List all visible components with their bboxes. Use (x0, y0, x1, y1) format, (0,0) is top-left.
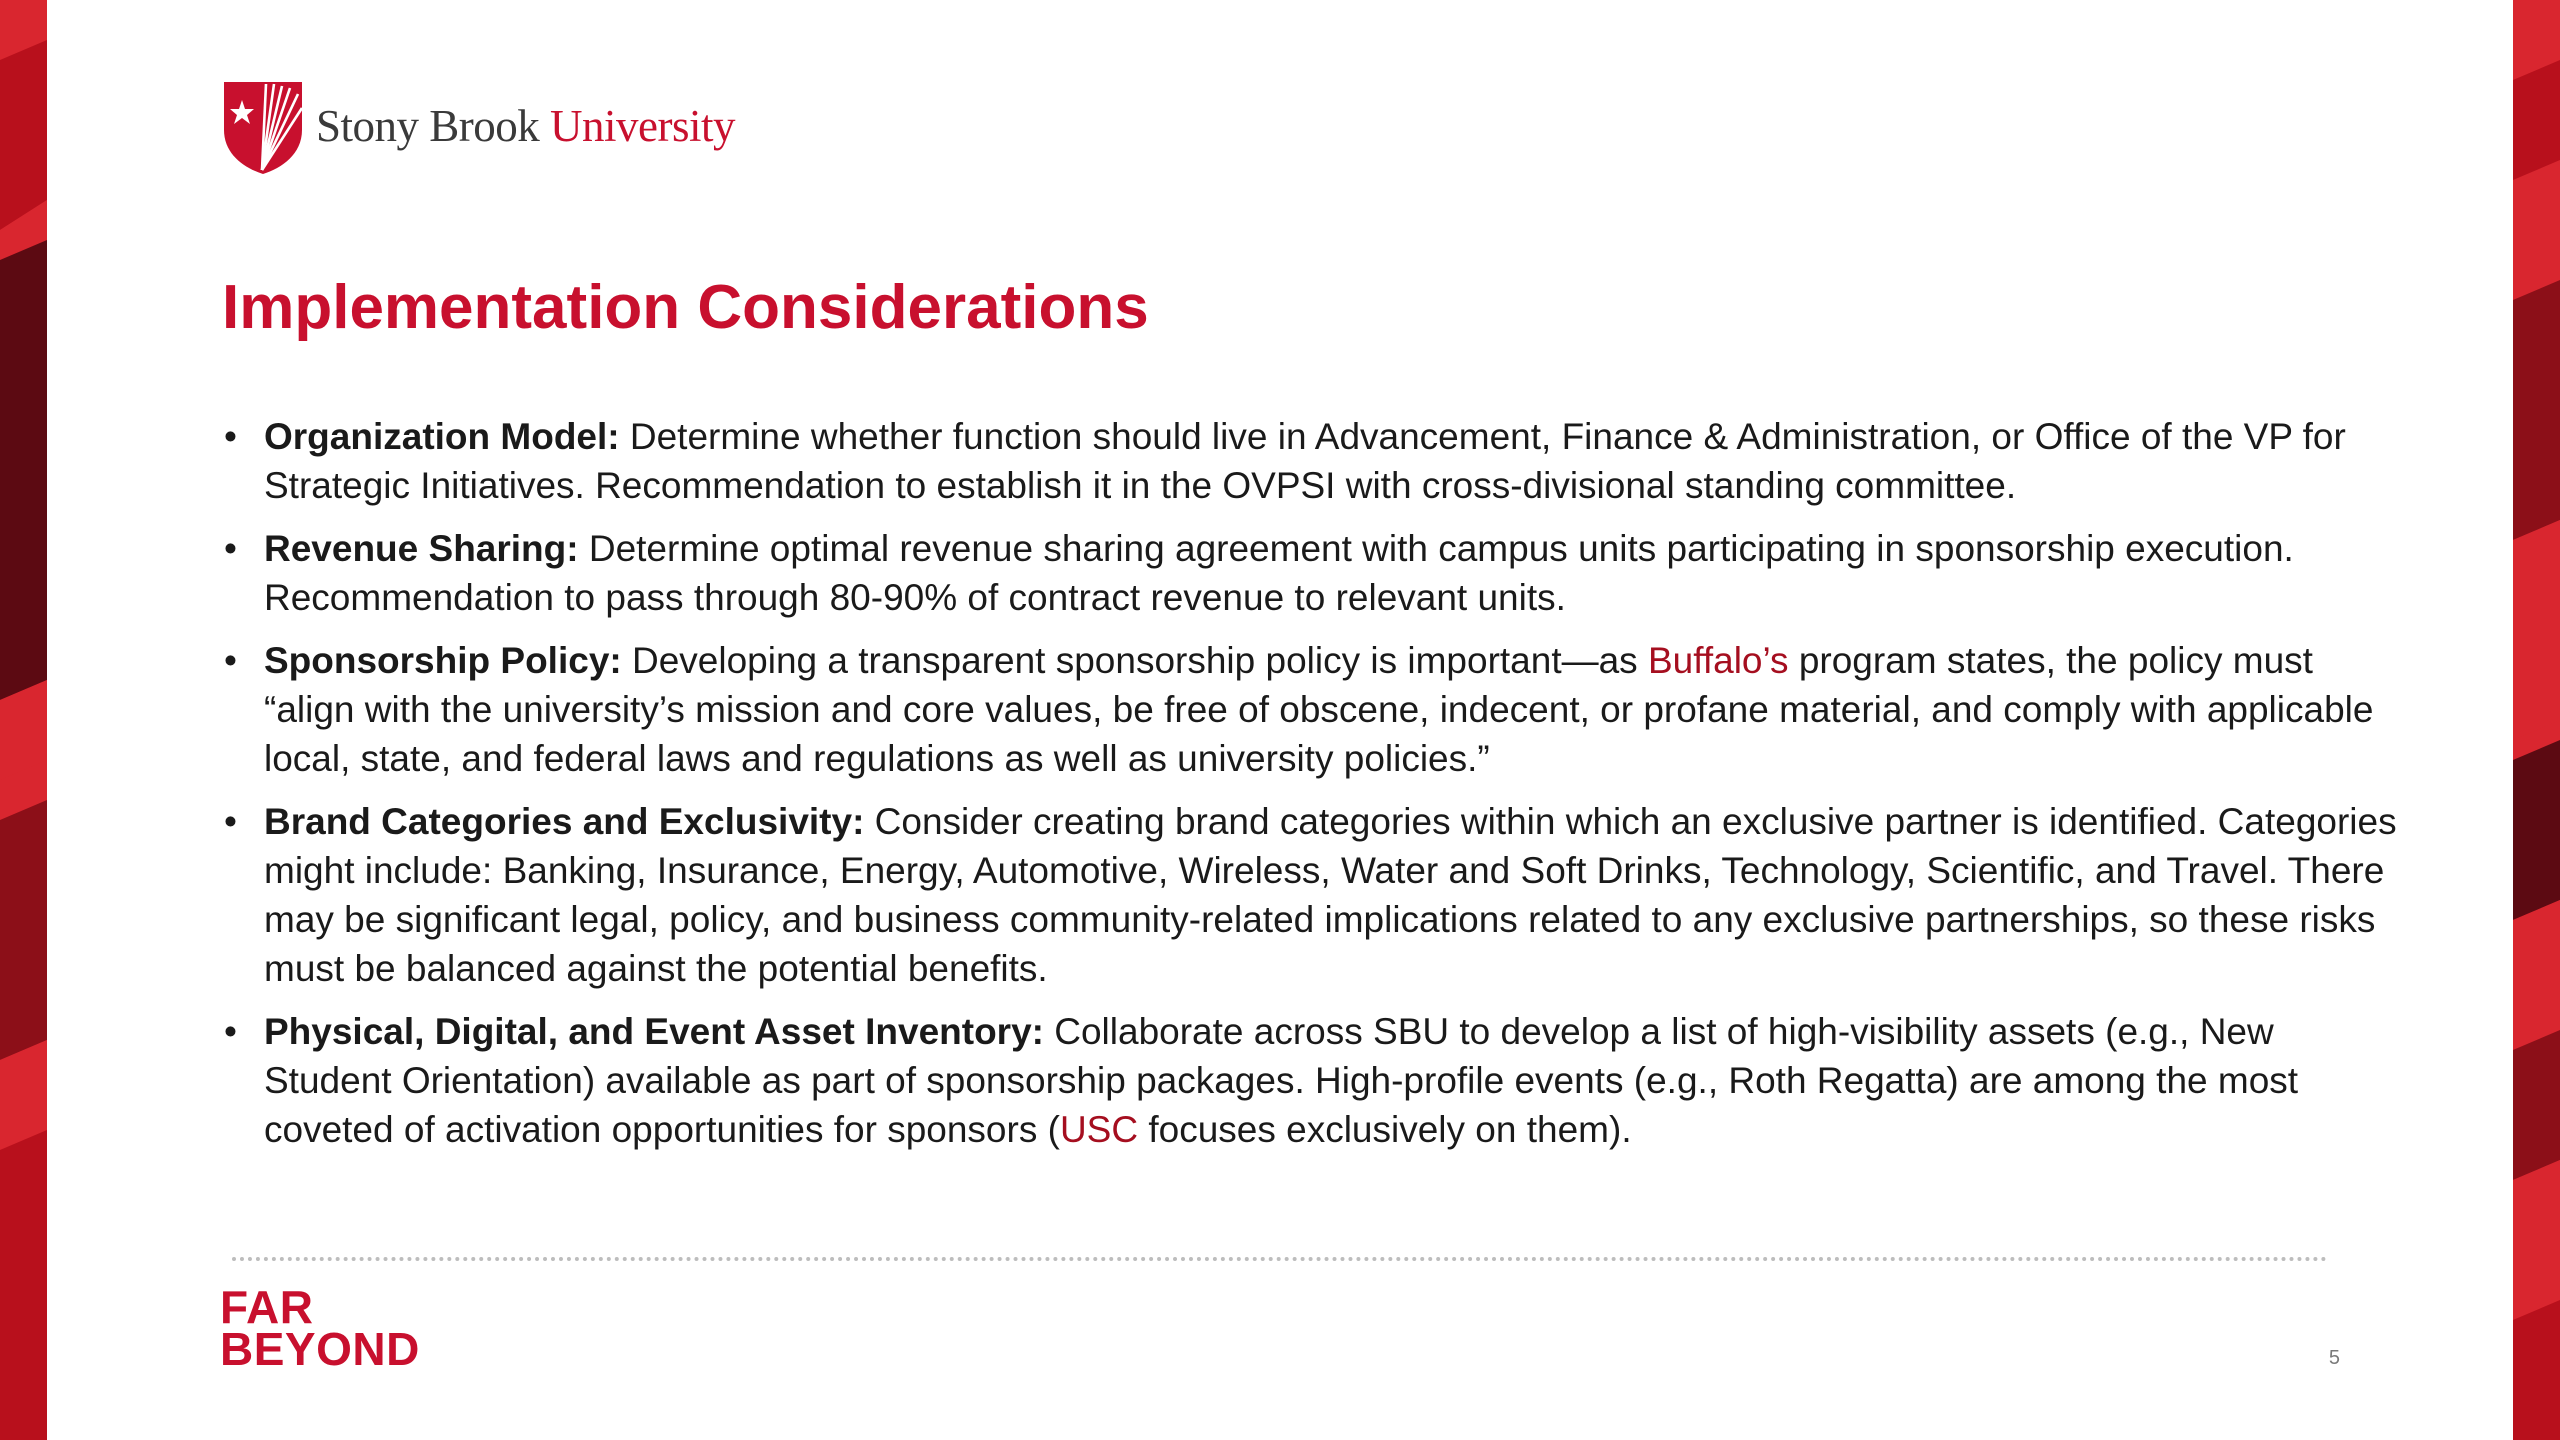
bullet-text: Collaborate across SBU to develop a list of high-visibility assets (e.g., New Student Orientation) available as part of sponsorship packages. High-profile events (e.g., Roth Regatta) are among the most coveted of activation opportunities for sponsors ( (264, 1011, 2299, 1150)
usc-link[interactable]: USC (1059, 1109, 1139, 1150)
buffalo-link[interactable]: Buffalo’s (1647, 640, 1789, 681)
bullet-term: Revenue Sharing: (264, 528, 579, 569)
left-decorative-band (0, 0, 47, 1440)
bullet-list (222, 412, 2402, 1168)
wordmark-stony-brook: Stony Brook (316, 101, 551, 151)
slide-title: Implementation Considerations (222, 273, 1149, 342)
bullet-text: Determine optimal revenue sharing agreement with campus units participating in sponsorship execution. Recommendation to pass through 80-90% of contract revenue to relevant units. (264, 528, 2294, 618)
right-band-graphic (2513, 0, 2560, 1440)
bullet-text: Developing a transparent sponsorship policy is important—as (621, 640, 1648, 681)
page-number: 5 (2328, 1347, 2340, 1369)
far-beyond-line1: FAR (220, 1281, 314, 1333)
bullet-term: Organization Model: (264, 416, 620, 457)
bullet-dot: • (224, 528, 237, 569)
bullet-term: Sponsorship Policy: (264, 640, 622, 681)
bullet-text: program states, the policy must “align with the university’s mission and core values, be free of obscene, indecent, or profane material, and comply with applicable local, state, and federal laws and regulations as well as university policies.” (264, 640, 2374, 779)
bullet-text: Determine whether function should live in Advancement, Finance & Administration, or Office of the VP for Strategic Initiatives. Recommendation to establish it in the OVPSI with cross-divisional standing committee. (264, 416, 2346, 506)
far-beyond-mark (220, 1281, 420, 1375)
bullet-dot: • (224, 640, 237, 681)
bullet-text: focuses exclusively on them). (1138, 1109, 1632, 1150)
bullet-dot: • (224, 416, 237, 457)
bullet-sponsorship-policy (222, 636, 2402, 783)
far-beyond-line2: BEYOND (220, 1323, 420, 1375)
bullet-dot: • (224, 1011, 237, 1052)
university-wordmark (316, 98, 735, 154)
bullet-term: Brand Categories and Exclusivity: (264, 801, 865, 842)
bullet-dot: • (224, 801, 237, 842)
bullet-asset-inventory (222, 1007, 2402, 1154)
bullet-text: Consider creating brand categories within which an exclusive partner is identified. Categories might include: Banking, Insurance, Energy, Automotive, Wireless, Water and Soft Drinks, Technology, Scientific, and Travel. There may be significant legal, policy, and business community-related implications related to any exclusive partnerships, so these risks must be balanced against the potential benefits. (264, 801, 2397, 989)
right-decorative-band (2513, 0, 2560, 1440)
bullet-brand-categories (222, 797, 2402, 993)
university-logo (222, 78, 782, 176)
left-band-graphic (0, 0, 47, 1440)
wordmark-university: University (550, 101, 736, 151)
stony-brook-shield-icon (222, 78, 304, 176)
footer-divider (232, 1257, 2328, 1261)
bullet-organization-model (222, 412, 2402, 510)
bullet-term: Physical, Digital, and Event Asset Inventory: (264, 1011, 1044, 1052)
bullet-revenue-sharing (222, 524, 2402, 622)
